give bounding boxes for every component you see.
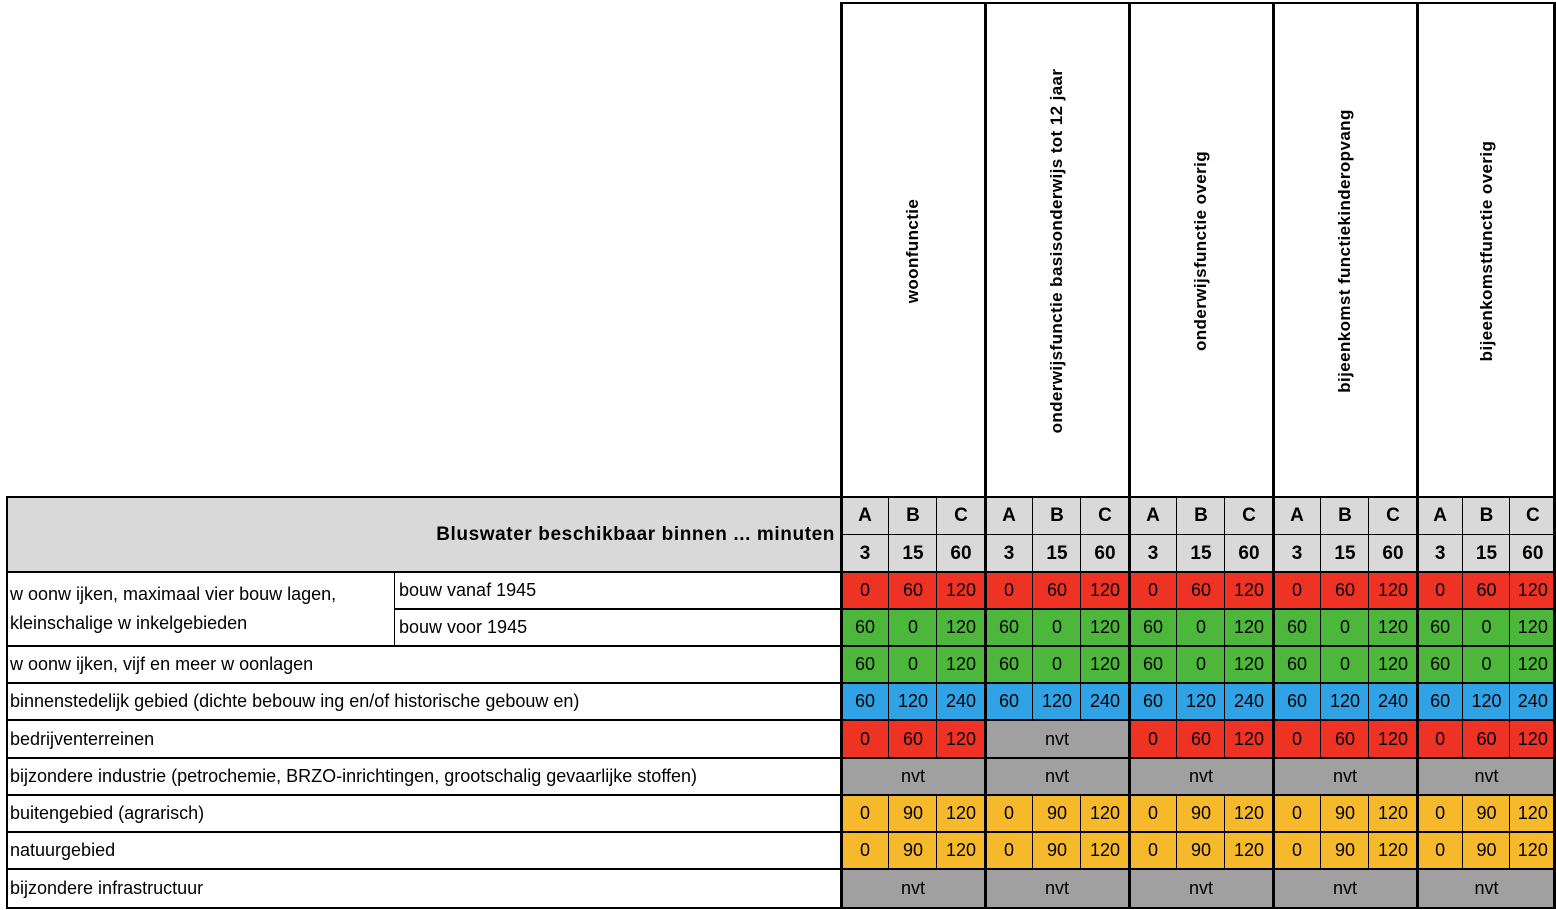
column-letter-c: C: [1081, 497, 1129, 535]
column-minutes: 15: [889, 535, 937, 572]
subcolumn-line: [1320, 720, 1321, 758]
value-cell: 90: [889, 832, 937, 869]
value-cell: 0: [889, 646, 937, 683]
group-title: bijeenkomst functiekinderopvang: [1335, 108, 1354, 393]
subcolumn-line: [1368, 646, 1369, 683]
value-cell: 240: [937, 683, 985, 720]
value-cell: 120: [1081, 609, 1129, 646]
row-line: [6, 645, 1556, 647]
column-minutes: 15: [1321, 535, 1369, 572]
subcolumn-line: [936, 795, 937, 832]
header-top-line: [6, 496, 1556, 498]
column-letter-b: B: [1177, 497, 1225, 535]
value-cell: 0: [1463, 646, 1509, 683]
subcolumn-line: [1224, 646, 1225, 683]
value-cell: 120: [937, 646, 985, 683]
column-minutes: 60: [1510, 535, 1556, 572]
value-cell: 0: [985, 795, 1033, 832]
row-label-line2: kleinschalige w inkelgebieden: [10, 613, 248, 633]
value-cell: 90: [1463, 795, 1509, 832]
value-cell: 0: [841, 572, 889, 609]
group-header-3: [1129, 4, 1273, 497]
nvt-cell: nvt: [985, 869, 1129, 908]
row-label: bedrijventerreinen: [10, 728, 155, 749]
value-cell: 120: [1225, 572, 1273, 609]
subcolumn-line: [1080, 832, 1081, 869]
subcolumn-line: [1176, 497, 1177, 572]
column-minutes: 60: [1225, 535, 1273, 572]
subcolumn-line: [1032, 609, 1033, 646]
row-label: bijzondere industrie (petrochemie, BRZO-inrichtingen, grootschalig gevaarlijke stoffen): [10, 766, 698, 786]
value-cell: 120: [1081, 572, 1129, 609]
subcolumn-line: [1032, 832, 1033, 869]
row-label-line1: w oonw ijken, maximaal vier bouw lagen,: [10, 584, 337, 604]
value-cell: 120: [1225, 795, 1273, 832]
subcolumn-line: [1080, 572, 1081, 609]
subcolumn-line: [888, 609, 889, 646]
nvt-cell: nvt: [1417, 869, 1556, 908]
header-mid-line: [841, 534, 1556, 535]
subcolumn-line: [888, 572, 889, 609]
subcolumn-line: [1080, 646, 1081, 683]
row-sublabel: bouw voor 1945: [399, 617, 528, 637]
value-cell: 120: [1081, 795, 1129, 832]
value-cell: 0: [1177, 646, 1225, 683]
subcolumn-line: [936, 646, 937, 683]
nvt-cell: nvt: [985, 758, 1129, 795]
value-cell: 90: [1321, 795, 1369, 832]
row-line: [6, 682, 1556, 684]
value-cell: 120: [1510, 720, 1556, 758]
subcolumn-line: [1224, 497, 1225, 572]
column-letter-b: B: [1033, 497, 1081, 535]
value-cell: 120: [1081, 832, 1129, 869]
value-cell: 0: [1129, 832, 1177, 869]
value-cell: 60: [1033, 572, 1081, 609]
value-cell: 60: [1129, 609, 1177, 646]
value-cell: 120: [1225, 720, 1273, 758]
value-cell: 60: [1463, 572, 1509, 609]
value-cell: 120: [889, 683, 937, 720]
subcolumn-line: [1176, 832, 1177, 869]
value-cell: 120: [1177, 683, 1225, 720]
value-cell: 90: [1321, 832, 1369, 869]
column-letter-b: B: [1321, 497, 1369, 535]
value-cell: 0: [1033, 646, 1081, 683]
group-header-2: [985, 4, 1129, 497]
value-cell: 120: [1369, 572, 1417, 609]
value-cell: 60: [1177, 720, 1225, 758]
value-cell: 240: [1225, 683, 1273, 720]
column-minutes: 60: [1081, 535, 1129, 572]
subcolumn-line: [1462, 795, 1463, 832]
value-cell: 120: [937, 832, 985, 869]
subcolumn-line: [1368, 720, 1369, 758]
subcolumn-line: [1176, 683, 1177, 720]
subcolumn-line: [888, 795, 889, 832]
subcolumn-line: [1176, 795, 1177, 832]
value-cell: 0: [841, 795, 889, 832]
subcolumn-line: [1176, 720, 1177, 758]
value-cell: 120: [1225, 609, 1273, 646]
value-cell: 0: [985, 572, 1033, 609]
nvt-cell: nvt: [1129, 869, 1273, 908]
column-letter-c: C: [1369, 497, 1417, 535]
value-cell: 60: [985, 646, 1033, 683]
value-cell: 0: [841, 720, 889, 758]
value-cell: 0: [1417, 720, 1463, 758]
subcolumn-line: [1080, 609, 1081, 646]
subcolumn-line: [1368, 832, 1369, 869]
value-cell: 120: [1510, 609, 1556, 646]
group-title: bijeenkomstfunctie overig: [1476, 140, 1496, 361]
subcolumn-line: [1224, 609, 1225, 646]
column-letter-c: C: [1510, 497, 1556, 535]
subcolumn-line: [936, 609, 937, 646]
subcolumn-line: [1509, 646, 1510, 683]
subcolumn-line: [1320, 497, 1321, 572]
row-line: [6, 907, 1556, 909]
subcolumn-line: [1080, 497, 1081, 572]
value-cell: 60: [1321, 572, 1369, 609]
group-separator: [840, 2, 843, 908]
value-cell: 90: [1033, 832, 1081, 869]
subcolumn-line: [1032, 572, 1033, 609]
subcolumn-line: [1224, 720, 1225, 758]
row-line: [6, 868, 1556, 870]
value-cell: 0: [1177, 609, 1225, 646]
subcolumn-line: [1462, 609, 1463, 646]
value-cell: 120: [1369, 646, 1417, 683]
value-cell: 60: [1129, 683, 1177, 720]
row-line: [6, 757, 1556, 759]
subcolumn-line: [1320, 795, 1321, 832]
value-cell: 0: [1273, 572, 1321, 609]
column-minutes: 60: [937, 535, 985, 572]
value-cell: 120: [937, 795, 985, 832]
availability-label: Bluswater beschikbaar binnen ... minuten: [6, 497, 841, 572]
value-cell: 60: [841, 683, 889, 720]
value-cell: 60: [985, 683, 1033, 720]
subcolumn-line: [1080, 795, 1081, 832]
subcolumn-line: [1509, 609, 1510, 646]
value-cell: 60: [1177, 572, 1225, 609]
value-cell: 0: [841, 832, 889, 869]
value-cell: 0: [1463, 609, 1509, 646]
value-cell: 60: [1417, 609, 1463, 646]
value-cell: 60: [1273, 646, 1321, 683]
subcolumn-line: [1462, 832, 1463, 869]
value-cell: 0: [1273, 832, 1321, 869]
nvt-cell: nvt: [1273, 758, 1417, 795]
subcolumn-line: [1462, 572, 1463, 609]
value-cell: 120: [937, 720, 985, 758]
value-cell: 90: [889, 795, 937, 832]
subcolumn-line: [1509, 683, 1510, 720]
subcolumn-line: [1176, 609, 1177, 646]
nvt-cell: nvt: [985, 720, 1129, 758]
column-letter-b: B: [889, 497, 937, 535]
row-label: w oonw ijken, vijf en meer w oonlagen: [10, 654, 314, 674]
group-title: woonfunctie: [903, 198, 922, 303]
value-cell: 120: [1510, 646, 1556, 683]
row-label: buitengebied (agrarisch): [10, 803, 205, 823]
value-cell: 120: [1369, 609, 1417, 646]
group-separator: [1128, 2, 1131, 908]
subcolumn-line: [888, 683, 889, 720]
value-cell: 60: [841, 646, 889, 683]
row-label-woonwijken-vier-bouwlagen: [6, 572, 395, 646]
subcolumn-line: [888, 497, 889, 572]
subcolumn-line: [1224, 683, 1225, 720]
row-line: [6, 719, 1556, 721]
subcolumn-line: [1368, 572, 1369, 609]
column-minutes: 60: [1369, 535, 1417, 572]
value-cell: 60: [1321, 720, 1369, 758]
value-cell: 60: [1417, 683, 1463, 720]
column-minutes: 3: [1273, 535, 1321, 572]
value-cell: 0: [1273, 720, 1321, 758]
value-cell: 0: [1129, 572, 1177, 609]
column-minutes: 3: [1417, 535, 1463, 572]
value-cell: 120: [1225, 832, 1273, 869]
subcolumn-line: [1509, 832, 1510, 869]
subcolumn-line: [1509, 795, 1510, 832]
subcolumn-line: [1224, 795, 1225, 832]
subcolumn-line: [1462, 720, 1463, 758]
value-cell: 120: [1510, 832, 1556, 869]
value-cell: 0: [1033, 609, 1081, 646]
subcolumn-line: [1462, 683, 1463, 720]
subcolumn-line: [936, 720, 937, 758]
group-title: onderwijsfunctie overig: [1191, 150, 1210, 351]
column-letter-c: C: [937, 497, 985, 535]
subcolumn-line: [1224, 832, 1225, 869]
subcolumn-line: [1224, 572, 1225, 609]
subcolumn-line: [1368, 609, 1369, 646]
subcolumn-line: [1176, 646, 1177, 683]
subcolumn-line: [936, 497, 937, 572]
value-cell: 120: [1369, 795, 1417, 832]
group-separator: [1272, 2, 1275, 908]
subcolumn-line: [1032, 683, 1033, 720]
column-minutes: 15: [1177, 535, 1225, 572]
subcolumn-line: [1320, 572, 1321, 609]
column-letter-a: A: [841, 497, 889, 535]
subcolumn-line: [1368, 795, 1369, 832]
column-letter-a: A: [1273, 497, 1321, 535]
row-line: [6, 831, 1556, 833]
subcolumn-line: [1320, 683, 1321, 720]
subcolumn-line: [1509, 720, 1510, 758]
subcolumn-line: [888, 832, 889, 869]
value-cell: 90: [1177, 832, 1225, 869]
column-minutes: 15: [1033, 535, 1081, 572]
nvt-cell: nvt: [1129, 758, 1273, 795]
value-cell: 0: [1417, 795, 1463, 832]
top-border: [841, 2, 1556, 4]
subcolumn-line: [936, 832, 937, 869]
subcolumn-line: [1080, 683, 1081, 720]
value-cell: 240: [1510, 683, 1556, 720]
subcolumn-line: [1462, 497, 1463, 572]
value-cell: 0: [985, 832, 1033, 869]
value-cell: 0: [1129, 795, 1177, 832]
value-cell: 120: [937, 572, 985, 609]
group-header-1: [841, 4, 985, 497]
subcolumn-line: [1176, 572, 1177, 609]
value-cell: 60: [985, 609, 1033, 646]
value-cell: 90: [1177, 795, 1225, 832]
value-cell: 0: [1417, 832, 1463, 869]
value-cell: 60: [889, 720, 937, 758]
group-separator: [984, 2, 987, 908]
group-header-4: [1273, 4, 1417, 497]
value-cell: 60: [1273, 683, 1321, 720]
value-cell: 120: [1033, 683, 1081, 720]
column-letter-a: A: [985, 497, 1033, 535]
subcolumn-line: [1462, 646, 1463, 683]
value-cell: 120: [1321, 683, 1369, 720]
subcolumn-line: [1509, 497, 1510, 572]
subcolumn-line: [936, 572, 937, 609]
nvt-cell: nvt: [1273, 869, 1417, 908]
left-border: [6, 496, 8, 908]
value-cell: 120: [1463, 683, 1509, 720]
subcolumn-line: [888, 646, 889, 683]
row-label: bijzondere infrastructuur: [10, 878, 204, 898]
row-line: [6, 794, 1556, 796]
label-split: [394, 572, 395, 646]
value-cell: 240: [1081, 683, 1129, 720]
value-cell: 0: [1273, 795, 1321, 832]
column-minutes: 3: [1129, 535, 1177, 572]
group-title: onderwijsfunctie basisonderwijs tot 12 jaar: [1047, 68, 1066, 433]
value-cell: 120: [1369, 720, 1417, 758]
row-line: [395, 608, 1556, 610]
value-cell: 60: [1129, 646, 1177, 683]
nvt-cell: nvt: [841, 869, 985, 908]
value-cell: 0: [1321, 646, 1369, 683]
value-cell: 120: [1510, 572, 1556, 609]
subcolumn-line: [1320, 646, 1321, 683]
subcolumn-line: [1032, 646, 1033, 683]
value-cell: 0: [1321, 609, 1369, 646]
subcolumn-line: [1368, 497, 1369, 572]
value-cell: 0: [1417, 572, 1463, 609]
value-cell: 90: [1463, 832, 1509, 869]
value-cell: 120: [937, 609, 985, 646]
value-cell: 90: [1033, 795, 1081, 832]
column-minutes: 3: [841, 535, 889, 572]
value-cell: 240: [1369, 683, 1417, 720]
group-header-5: [1417, 4, 1556, 497]
row-line: [6, 571, 1556, 573]
column-minutes: 15: [1463, 535, 1509, 572]
nvt-cell: nvt: [841, 758, 985, 795]
value-cell: 60: [1273, 609, 1321, 646]
column-letter-c: C: [1225, 497, 1273, 535]
value-cell: 120: [1510, 795, 1556, 832]
subcolumn-line: [1320, 609, 1321, 646]
row-label: binnenstedelijk gebied (dichte bebouw ing en/of historische gebouw en): [10, 691, 580, 711]
column-letter-b: B: [1463, 497, 1509, 535]
value-cell: 0: [1129, 720, 1177, 758]
column-letter-a: A: [1129, 497, 1177, 535]
subcolumn-line: [936, 683, 937, 720]
value-cell: 120: [1081, 646, 1129, 683]
value-cell: 60: [889, 572, 937, 609]
row-label: natuurgebied: [10, 840, 116, 860]
value-cell: 60: [1417, 646, 1463, 683]
value-cell: 60: [841, 609, 889, 646]
value-cell: 60: [1463, 720, 1509, 758]
subcolumn-line: [1320, 832, 1321, 869]
subcolumn-line: [1032, 497, 1033, 572]
subcolumn-line: [888, 720, 889, 758]
column-letter-a: A: [1417, 497, 1463, 535]
value-cell: 120: [1225, 646, 1273, 683]
group-separator: [1416, 2, 1419, 908]
value-cell: 0: [889, 609, 937, 646]
nvt-cell: nvt: [1417, 758, 1556, 795]
value-cell: 120: [1369, 832, 1417, 869]
subcolumn-line: [1032, 795, 1033, 832]
subcolumn-line: [1509, 572, 1510, 609]
subcolumn-line: [1368, 683, 1369, 720]
row-sublabel: bouw vanaf 1945: [399, 580, 537, 600]
column-minutes: 3: [985, 535, 1033, 572]
